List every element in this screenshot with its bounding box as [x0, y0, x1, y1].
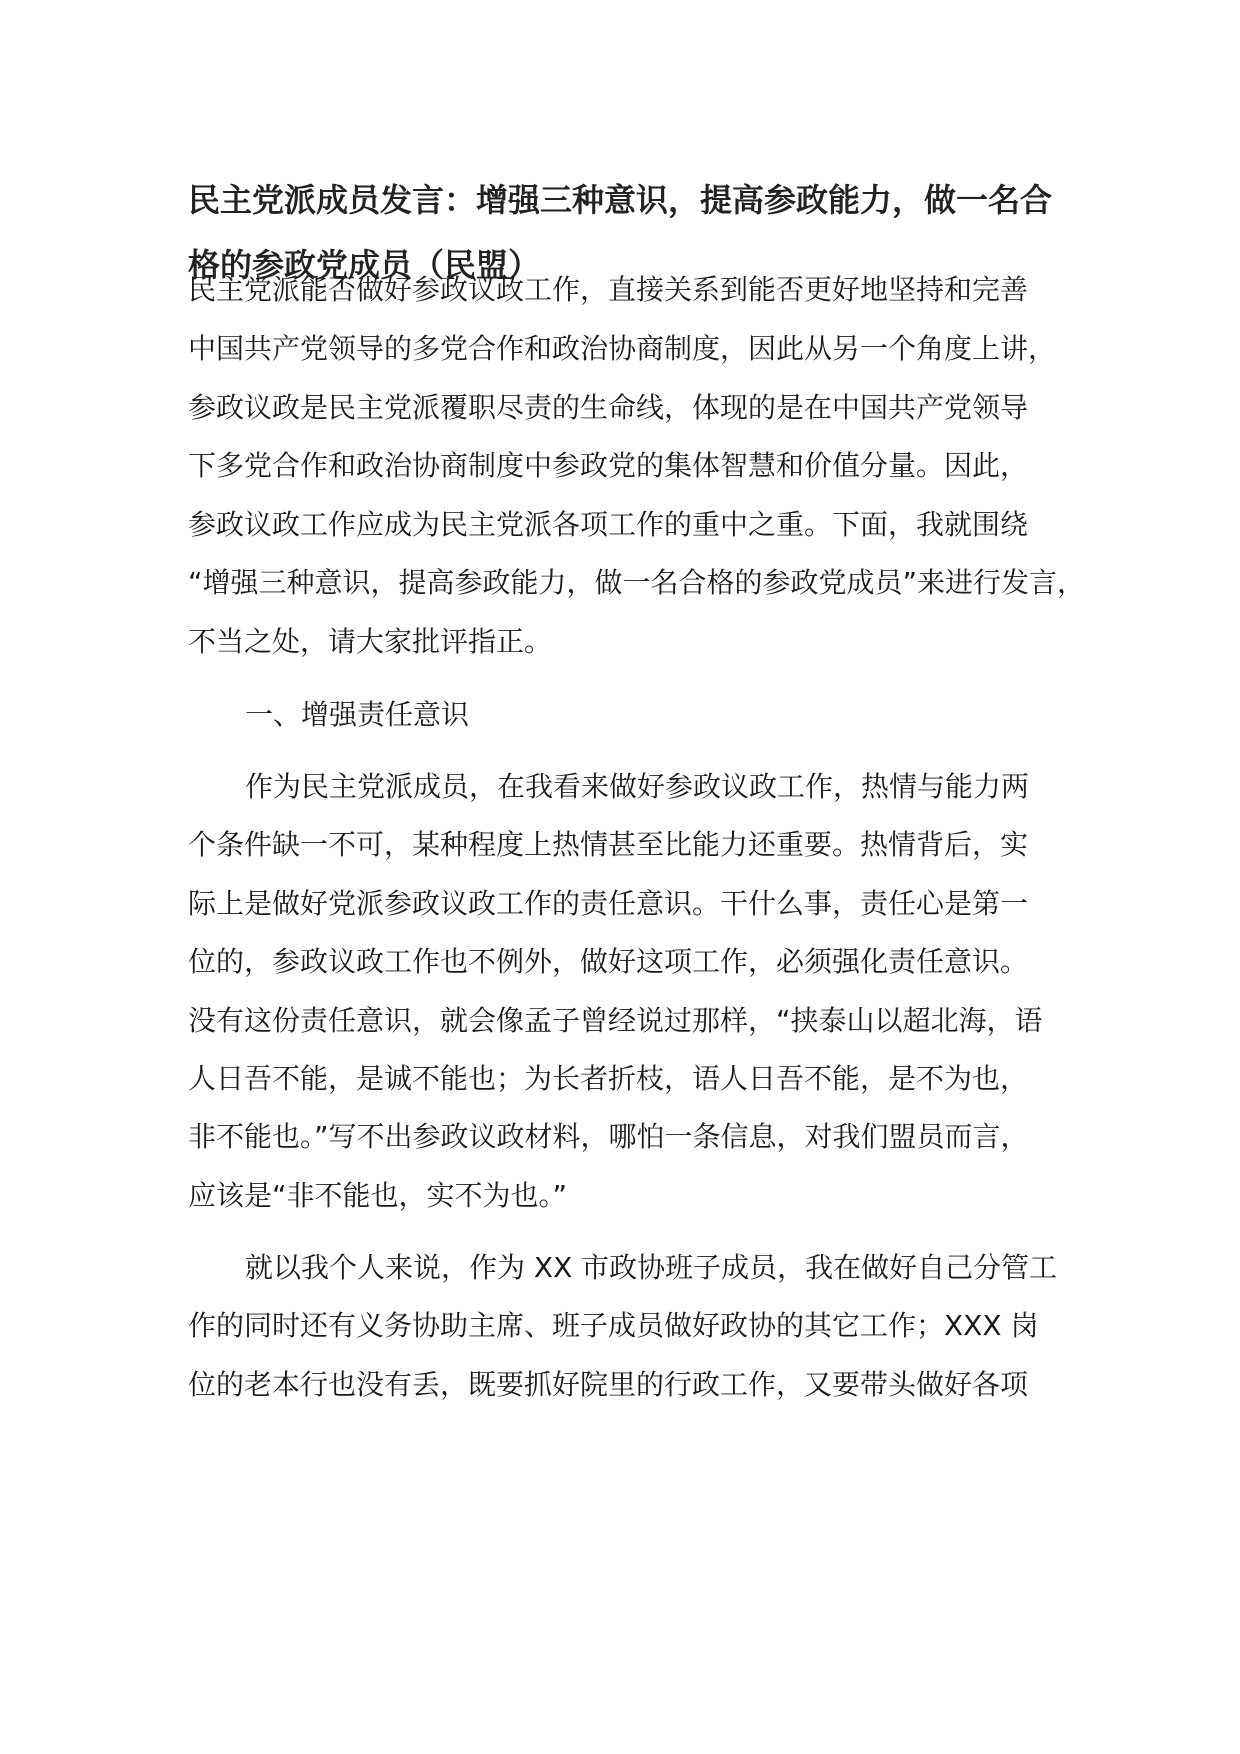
paragraph-line: 个条件缺一不可，某种程度上热情甚至比能力还重要。热情背后，实: [188, 828, 1029, 861]
paragraph-line: 位的，参政议政工作也不例外，做好这项工作，必须强化责任意识。: [188, 945, 1029, 978]
intro-line: 参政议政工作应成为民主党派各项工作的重中之重。下面，我就围绕: [188, 508, 1029, 541]
document-title: 民主党派成员发言：增强三种意识，提高参政能力，做一名合格的参政党成员（民盟）: [188, 181, 1053, 284]
section-heading: 一、增强责任意识: [245, 698, 470, 731]
paragraph-line: 位的老本行也没有丢，既要抓好院里的行政工作，又要带头做好各项: [188, 1368, 1029, 1401]
intro-line: 不当之处，请大家批评指正。: [188, 625, 553, 658]
paragraph-line: 就以我个人来说，作为 XX 市政协班子成员，我在做好自己分管工: [245, 1251, 1058, 1284]
paragraph-line: 人日吾不能，是诚不能也；为长者折枝，语人日吾不能，是不为也，: [188, 1062, 1029, 1095]
intro-line: 参政议政是民主党派覆职尽责的生命线，体现的是在中国共产党领导: [188, 391, 1029, 424]
intro-line: 下多党合作和政治协商制度中参政党的集体智慧和价值分量。因此，: [188, 449, 1029, 482]
intro-line: “增强三种意识，提高参政能力，做一名合格的参政党成员”来进行发言，: [188, 566, 1086, 599]
paragraph-line: 没有这份责任意识，就会像孟子曾经说过那样，“挟泰山以超北海，语: [188, 1004, 1043, 1037]
paragraph-line: 际上是做好党派参政议政工作的责任意识。干什么事，责任心是第一: [188, 887, 1029, 920]
paragraph-line: 作为民主党派成员，在我看来做好参政议政工作，热情与能力两: [245, 770, 1030, 803]
paragraph-line: 作的同时还有义务协助主席、班子成员做好政协的其它工作；XXX 岗: [188, 1309, 1039, 1342]
intro-line: 民主党派能否做好参政议政工作，直接关系到能否更好地坚持和完善: [188, 273, 1029, 306]
intro-line: 中国共产党领导的多党合作和政治协商制度，因此从另一个角度上讲，: [188, 332, 1057, 365]
paragraph-line: 非不能也。”写不出参政议政材料，哪怕一条信息，对我们盟员而言，: [188, 1120, 1029, 1153]
paragraph-line: 应该是“非不能也，实不为也。”: [188, 1179, 568, 1212]
